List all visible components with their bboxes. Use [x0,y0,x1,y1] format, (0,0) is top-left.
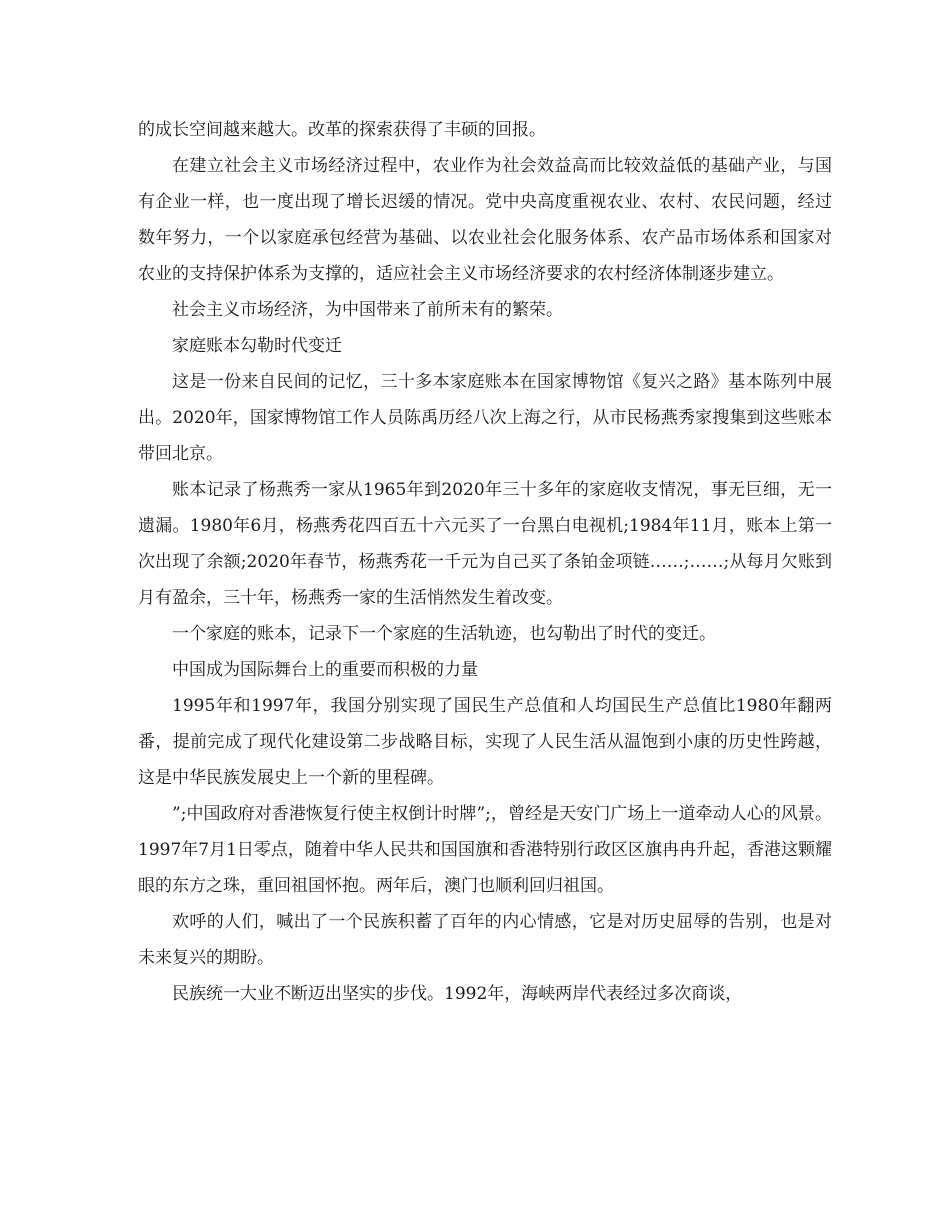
paragraph-reunification: 民族统一大业不断迈出坚实的步伐。1992年，海峡两岸代表经过多次商谈， [172,984,743,1004]
paragraph-prosperity: 社会主义市场经济，为中国带来了前所未有的繁荣。 [172,300,563,320]
paragraph-milestone: 1995年和1997年，我国分别实现了国民生产总值和人均国民生产总值比1980年翻两番，提前完成了现代化建设第二步战略目标，实现了人民生活从温饱到小康的历史性跨越，这是中华民族发展史上一个新的里程碑。 [138,696,832,788]
paragraph-ledger-exhibit: 这是一份来自民间的记忆，三十多本家庭账本在国家博物馆《复兴之路》基本陈列中展出。2020年，国家博物馆工作人员陈禹历经八次上海之行，从市民杨燕秀家搜集到这些账本带回北京。 [138,372,832,464]
paragraph-agriculture: 在建立社会主义市场经济过程中，农业作为社会效益高而比较效益低的基础产业，与国有企业一样，也一度出现了增长迟缓的情况。党中央高度重视农业、农村、农民问题，经过数年努力，一个以家庭承包经营为基础、以农业社会化服务体系、农产品市场体系和国家对农业的支持保护体系为支撑的，适应社会主义市场经济要求的农村经济体制逐步建立。 [138,156,832,284]
section-heading-family-ledger: 家庭账本勾勒时代变迁 [172,336,342,356]
paragraph-continuation: 的成长空间越来越大。改革的探索获得了丰硕的回报。 [138,120,546,140]
paragraph-ledger-details: 账本记录了杨燕秀一家从1965年到2020年三十多年的家庭收支情况，事无巨细，无一遗漏。1980年6月，杨燕秀花四百五十六元买了一台黑白电视机;1984年11月，账本上第一次出现了余额;2020年春节，杨燕秀花一千元为自己买了条铂金项链……;……;从每月欠账到月有盈余，三十年，杨燕秀一家的生活悄然发生着改变。 [138,480,832,608]
paragraph-ledger-summary: 一个家庭的账本，记录下一个家庭的生活轨迹，也勾勒出了时代的变迁。 [172,624,716,644]
paragraph-hong-kong-return: ”;中国政府对香港恢复行使主权倒计时牌”;，曾经是天安门广场上一道牵动人心的风景。1997年7月1日零点，随着中华人民共和国国旗和香港特别行政区区旗冉冉升起，香港这颗耀眼的东方之珠，重回祖国怀抱。两年后，澳门也顺利回归祖国。 [138,804,832,896]
document-body [138,112,832,1012]
section-heading-international: 中国成为国际舞台上的重要而积极的力量 [172,660,478,680]
paragraph-cheering: 欢呼的人们，喊出了一个民族积蓄了百年的内心情感，它是对历史屈辱的告别，也是对未来复兴的期盼。 [138,912,832,968]
